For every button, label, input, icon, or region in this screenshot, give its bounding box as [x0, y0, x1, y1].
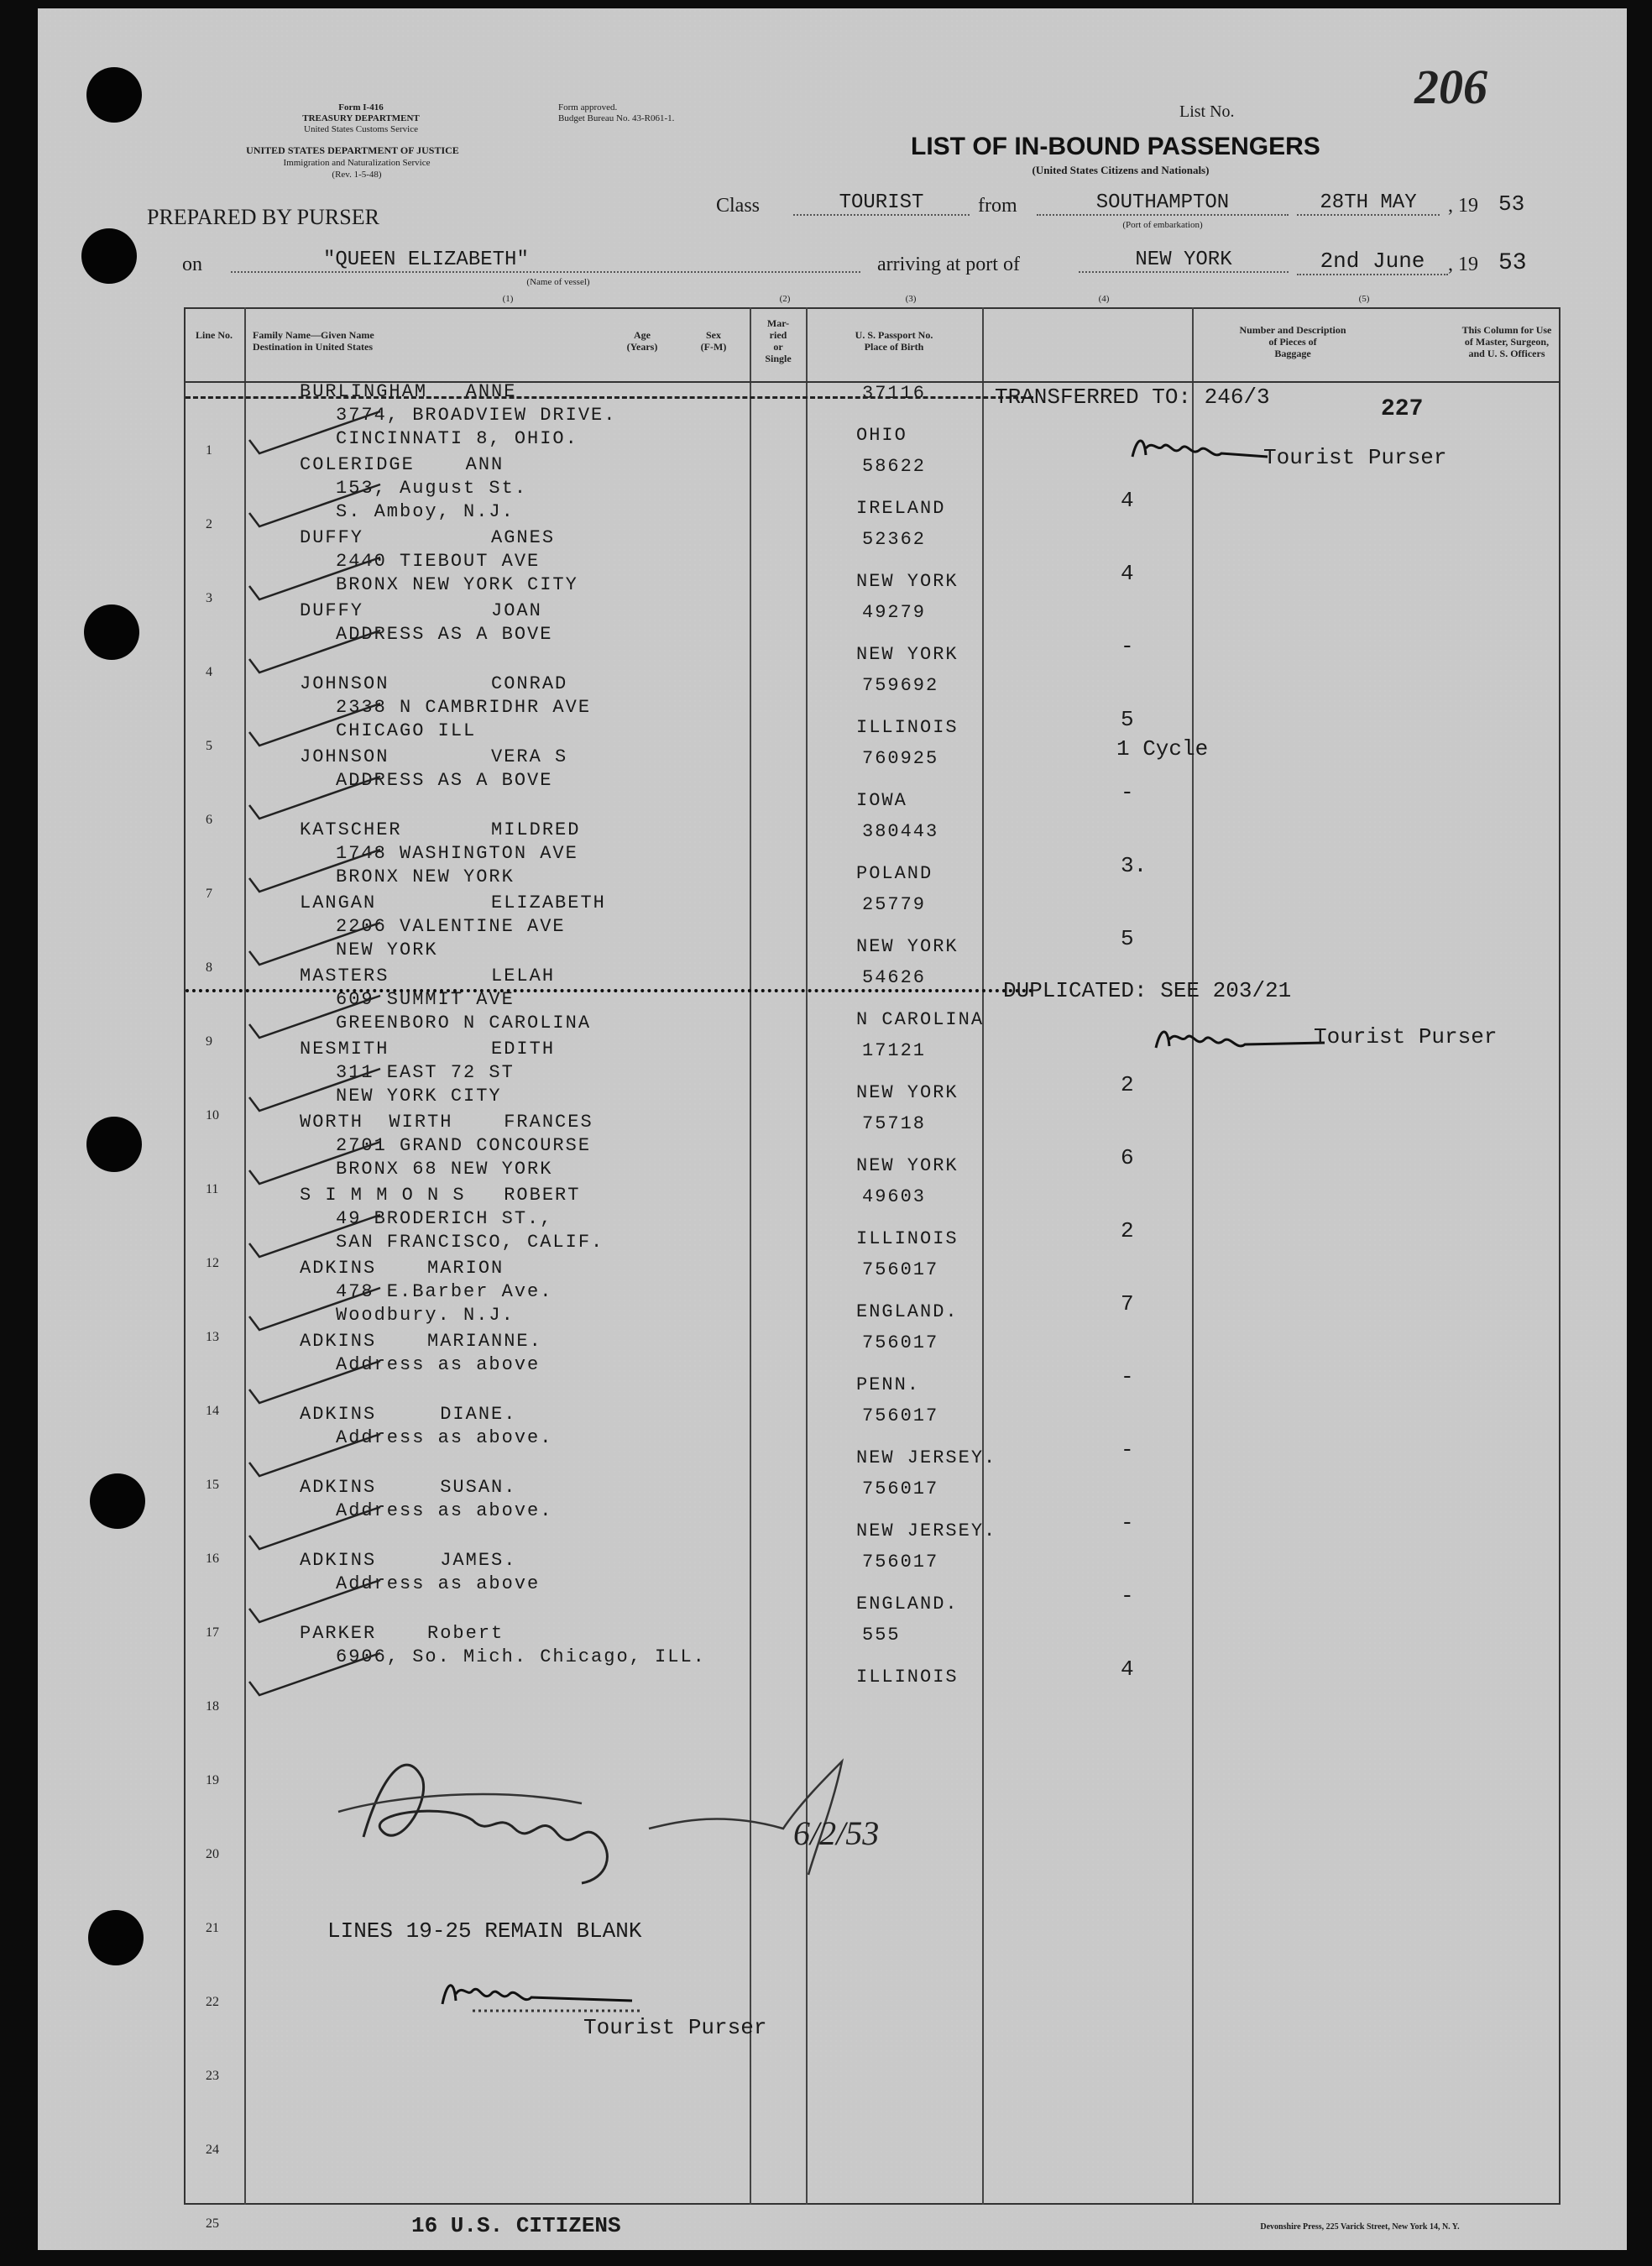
passport-number: 25779: [862, 894, 927, 915]
check-mark: [246, 406, 389, 457]
passenger-address-line2: BRONX 68 NEW YORK: [336, 1159, 553, 1180]
place-of-birth: NEW YORK: [856, 1082, 959, 1103]
purser-signature-2: [1121, 1007, 1297, 1041]
col-number-1: (1): [502, 294, 514, 304]
prepared-by-purser: PREPARED BY PURSER: [147, 205, 379, 229]
check-mark: [246, 1648, 389, 1698]
baggage-count: -: [1121, 1510, 1134, 1536]
passport-number: 756017: [862, 1259, 939, 1280]
line-number: 1: [206, 443, 212, 458]
form-id: Form I-416: [338, 102, 384, 113]
purser-signature-3: [407, 1960, 625, 1998]
line-number: 15: [206, 1478, 219, 1492]
passenger-name: NESMITH EDITH: [300, 1039, 556, 1060]
line-number: 18: [206, 1699, 219, 1714]
line-number: 20: [206, 1847, 219, 1861]
line-number: 14: [206, 1404, 219, 1418]
punch-hole: [86, 1117, 142, 1172]
lines-blank-note: LINES 19-25 REMAIN BLANK: [327, 1918, 642, 1944]
departure-date: 28TH MAY: [1297, 191, 1440, 216]
passport-number: 49603: [862, 1186, 927, 1207]
passport-number: 380443: [862, 821, 939, 842]
punch-hole: [81, 228, 137, 284]
passport-number: 54626: [862, 967, 927, 988]
passport-number: 756017: [862, 1405, 939, 1426]
check-mark: [246, 1575, 389, 1625]
tourist-purser-label-3: Tourist Purser: [583, 2015, 767, 2040]
class-value: TOURIST: [793, 191, 970, 216]
col-divider: [982, 307, 984, 2205]
passport-number: 17121: [862, 1040, 927, 1061]
passenger-address-line2: CHICAGO ILL: [336, 720, 477, 741]
line-number: 25: [206, 2216, 219, 2231]
baggage-count: -: [1121, 1583, 1134, 1609]
passport-number: 58622: [862, 456, 927, 477]
col-number-5: (5): [1358, 294, 1370, 304]
passenger-address-line2: NEW YORK: [336, 939, 438, 960]
ins-service: Immigration and Naturalization Service: [283, 158, 431, 168]
manifest-subtitle: (United States Citizens and Nationals): [1032, 164, 1210, 176]
departure-year-prefix: , 19: [1448, 195, 1478, 217]
line-number: 6: [206, 813, 212, 827]
line-number: 21: [206, 1921, 219, 1935]
punch-hole: [88, 1910, 144, 1965]
line-number: 11: [206, 1182, 219, 1196]
manifest-title: LIST OF IN-BOUND PASSENGERS: [911, 133, 1320, 160]
budget-bureau: Budget Bureau No. 43-R061-1.: [558, 113, 675, 123]
baggage-count: 6: [1121, 1145, 1134, 1170]
place-of-birth: PENN.: [856, 1374, 921, 1395]
place-of-birth: NEW YORK: [856, 571, 959, 592]
printer-imprint: Devonshire Press, 225 Varick Street, New York 14, N. Y.: [1260, 2222, 1460, 2232]
passport-number: 52362: [862, 529, 927, 550]
passenger-address-line2: CINCINNATI 8, OHIO.: [336, 428, 578, 449]
passenger-name: PARKER Robert: [300, 1623, 504, 1644]
line-number: 5: [206, 739, 212, 753]
asterisk-line: [186, 989, 1033, 992]
punch-hole: [84, 604, 139, 660]
passenger-address: Address as above.: [336, 1500, 553, 1521]
header-sex: Sex (F-M): [700, 329, 727, 353]
passenger-name: WORTH WIRTH FRANCES: [300, 1112, 593, 1133]
passenger-address: 609 SUMMIT AVE: [336, 989, 515, 1010]
passenger-name: ADKINS MARIANNE.: [300, 1331, 542, 1352]
check-mark: [246, 1356, 389, 1406]
baggage-count: 4: [1121, 488, 1134, 513]
from-label: from: [978, 195, 1017, 217]
line-number: 2: [206, 517, 212, 531]
passenger-address-line2: NEW YORK CITY: [336, 1086, 502, 1107]
purser-signature-1: [1097, 416, 1240, 450]
manifest-page: [38, 8, 1627, 2250]
handwritten-date: 6/2/53: [793, 1814, 880, 1852]
arrival-year: 53: [1498, 250, 1527, 276]
passport-number: 555: [862, 1625, 901, 1646]
place-of-birth: NEW YORK: [856, 936, 959, 957]
baggage-count: 4: [1121, 1656, 1134, 1682]
place-of-birth: N CAROLINA: [856, 1009, 985, 1030]
passport-number: 756017: [862, 1332, 939, 1353]
citizens-count: 16 U.S. CITIZENS: [411, 2213, 621, 2238]
line-number: 13: [206, 1330, 219, 1344]
header-officers: This Column for Use of Master, Surgeon, and U. S. Officers: [1461, 324, 1552, 359]
place-of-birth: NEW YORK: [856, 1155, 959, 1176]
line-number: 17: [206, 1625, 219, 1640]
passenger-address: 2338 N CAMBRIDHR AVE: [336, 697, 592, 718]
baggage-count: 5: [1121, 707, 1134, 732]
line-number: 24: [206, 2143, 219, 2157]
passenger-address: 6906, So. Mich. Chicago, ILL.: [336, 1646, 706, 1667]
header-name: Family Name—Given Name Destination in United States: [253, 329, 374, 353]
place-of-birth: IRELAND: [856, 498, 946, 519]
passenger-address: Address as above.: [336, 1427, 553, 1448]
check-mark: [246, 991, 389, 1041]
class-label: Class: [716, 195, 761, 217]
check-mark: [246, 772, 389, 822]
departure-year: 53: [1498, 191, 1525, 217]
header-married: Mar- ried or Single: [765, 317, 792, 364]
line-number: 7: [206, 887, 212, 901]
check-mark: [246, 1064, 389, 1114]
arrival-date: 2nd June: [1297, 249, 1448, 275]
passenger-address: 311 EAST 72 ST: [336, 1062, 515, 1083]
place-of-birth: NEW YORK: [856, 644, 959, 665]
check-mark: [246, 552, 389, 603]
passenger-address: 2701 GRAND CONCOURSE: [336, 1135, 592, 1156]
place-of-birth: ENGLAND.: [856, 1594, 959, 1614]
col-number-4: (4): [1098, 294, 1110, 304]
place-of-birth: ILLINOIS: [856, 1667, 959, 1688]
form-approved: Form approved.: [558, 102, 618, 113]
passenger-address-line2: BRONX NEW YORK CITY: [336, 574, 578, 595]
passenger-address: 478 E.Barber Ave.: [336, 1281, 553, 1302]
arrival-port: NEW YORK: [1079, 249, 1289, 273]
check-mark: [246, 1502, 389, 1552]
line-number: 12: [206, 1256, 219, 1270]
on-label: on: [182, 254, 202, 275]
passenger-address-line2: S. Amboy, N.J.: [336, 501, 515, 522]
embarkation-port: SOUTHAMPTON: [1037, 191, 1289, 216]
passenger-name: COLERIDGE ANN: [300, 454, 504, 475]
place-of-birth: ILLINOIS: [856, 717, 959, 738]
passenger-name: DUFFY AGNES: [300, 527, 556, 548]
place-of-birth: NEW JERSEY.: [856, 1447, 997, 1468]
passport-number: 37116: [862, 383, 927, 404]
line-number: 8: [206, 960, 212, 975]
passenger-address: ADDRESS AS A BOVE: [336, 770, 553, 791]
vessel-name: "QUEEN ELIZABETH": [231, 249, 860, 273]
passenger-name: ADKINS JAMES.: [300, 1550, 517, 1571]
passenger-name: ADKINS SUSAN.: [300, 1477, 517, 1498]
transferred-number: 227: [1381, 396, 1424, 422]
punch-hole: [86, 67, 142, 123]
col-divider: [750, 307, 751, 2205]
tourist-purser-label-2: Tourist Purser: [1314, 1024, 1498, 1049]
place-of-birth: NEW JERSEY.: [856, 1520, 997, 1541]
header-passport: U. S. Passport No. Place of Birth: [855, 329, 933, 353]
passenger-name: KATSCHER MILDRED: [300, 819, 581, 840]
treasury-dept: TREASURY DEPARTMENT: [302, 113, 420, 123]
line-number: 3: [206, 591, 212, 605]
check-mark: [246, 1283, 389, 1333]
header-baggage: Number and Description of Pieces of Baggage: [1239, 324, 1346, 359]
header-age: Age (Years): [626, 329, 658, 353]
baggage-count: 2: [1121, 1072, 1134, 1097]
line-number: 4: [206, 665, 212, 679]
col-number-2: (2): [779, 294, 791, 304]
cycle-note: 1 Cycle: [1116, 736, 1209, 761]
passenger-address-line2: BRONX NEW YORK: [336, 866, 515, 887]
strike-through-line: [186, 396, 1033, 399]
col-number-3: (3): [905, 294, 917, 304]
passenger-name: JOHNSON CONRAD: [300, 673, 568, 694]
passport-number: 759692: [862, 675, 939, 696]
line-number: 23: [206, 2069, 219, 2083]
passenger-address: 2440 TIEBOUT AVE: [336, 551, 541, 572]
passenger-address: ADDRESS AS A BOVE: [336, 624, 553, 645]
passenger-name: S I M M O N S ROBERT: [300, 1185, 581, 1206]
check-mark: [246, 1137, 389, 1187]
passenger-address-line2: SAN FRANCISCO, CALIF.: [336, 1232, 604, 1253]
line-number: 10: [206, 1108, 219, 1123]
check-mark: [246, 479, 389, 530]
baggage-count: 4: [1121, 561, 1134, 586]
line-number: 19: [206, 1773, 219, 1787]
arrival-year-prefix: , 19: [1448, 254, 1478, 275]
passport-number: 49279: [862, 602, 927, 623]
passenger-address-line2: Woodbury. N.J.: [336, 1305, 515, 1326]
col-divider: [806, 307, 808, 2205]
passenger-address: 2206 VALENTINE AVE: [336, 916, 566, 937]
passenger-address: 49 BRODERICH ST.,: [336, 1208, 553, 1229]
baggage-count: -: [1121, 1437, 1134, 1463]
tourist-purser-label-1: Tourist Purser: [1263, 445, 1447, 470]
line-number: 16: [206, 1552, 219, 1566]
baggage-count: 2: [1121, 1218, 1134, 1243]
check-mark: [246, 625, 389, 676]
check-mark: [246, 699, 389, 749]
passenger-name: BURLINGHAM ANNE: [300, 381, 517, 402]
passenger-name: ADKINS MARION: [300, 1258, 504, 1279]
passenger-name: LANGAN ELIZABETH: [300, 892, 606, 913]
passenger-name: ADKINS DIANE.: [300, 1404, 517, 1425]
customs-service: United States Customs Service: [304, 124, 418, 134]
form-revision: (Rev. 1-5-48): [332, 170, 382, 180]
place-of-birth: ILLINOIS: [856, 1228, 959, 1249]
baggage-count: -: [1121, 1364, 1134, 1389]
baggage-count: -: [1121, 634, 1134, 659]
passenger-address: 153, August St.: [336, 478, 528, 499]
check-mark: [246, 845, 389, 895]
col-divider: [1192, 307, 1194, 2205]
line-number: 9: [206, 1034, 212, 1049]
justice-dept: UNITED STATES DEPARTMENT OF JUSTICE: [246, 144, 459, 156]
passenger-name: MASTERS LELAH: [300, 966, 556, 986]
list-no-label: List No.: [1179, 102, 1235, 121]
passenger-name: DUFFY JOAN: [300, 600, 542, 621]
passport-number: 756017: [862, 1552, 939, 1573]
place-of-birth: ENGLAND.: [856, 1301, 959, 1322]
header-line-no: Line No.: [195, 329, 233, 341]
check-mark: [246, 1210, 389, 1260]
passenger-address: Address as above: [336, 1354, 541, 1375]
punch-hole: [90, 1473, 145, 1529]
passenger-name: JOHNSON VERA S: [300, 746, 568, 767]
baggage-count: 3.: [1121, 853, 1148, 878]
embarkation-caption: (Port of embarkation): [1122, 220, 1203, 230]
transferred-note: TRANSFERRED TO: 246/3: [995, 385, 1270, 410]
baggage-count: -: [1121, 780, 1134, 805]
passenger-address: Address as above: [336, 1573, 541, 1594]
passport-number: 756017: [862, 1478, 939, 1499]
baggage-count: 5: [1121, 926, 1134, 951]
baggage-count: 7: [1121, 1291, 1134, 1316]
duplicated-note: DUPLICATED: SEE 203/21: [1003, 978, 1292, 1003]
place-of-birth: POLAND: [856, 863, 933, 884]
passenger-address-line2: GREENBORO N CAROLINA: [336, 1013, 592, 1034]
vessel-caption: (Name of vessel): [526, 277, 590, 287]
place-of-birth: IOWA: [856, 790, 907, 811]
passport-number: 760925: [862, 748, 939, 769]
arriving-label: arriving at port of: [877, 254, 1020, 275]
place-of-birth: OHIO: [856, 425, 907, 446]
check-mark: [246, 918, 389, 968]
passenger-address: 1748 WASHINGTON AVE: [336, 843, 578, 864]
passport-number: 75718: [862, 1113, 927, 1134]
check-mark: [246, 1429, 389, 1479]
page-number-handwritten: 206: [1414, 60, 1487, 114]
passenger-address: 3774, BROADVIEW DRIVE.: [336, 405, 617, 426]
line-number: 22: [206, 1995, 219, 2009]
